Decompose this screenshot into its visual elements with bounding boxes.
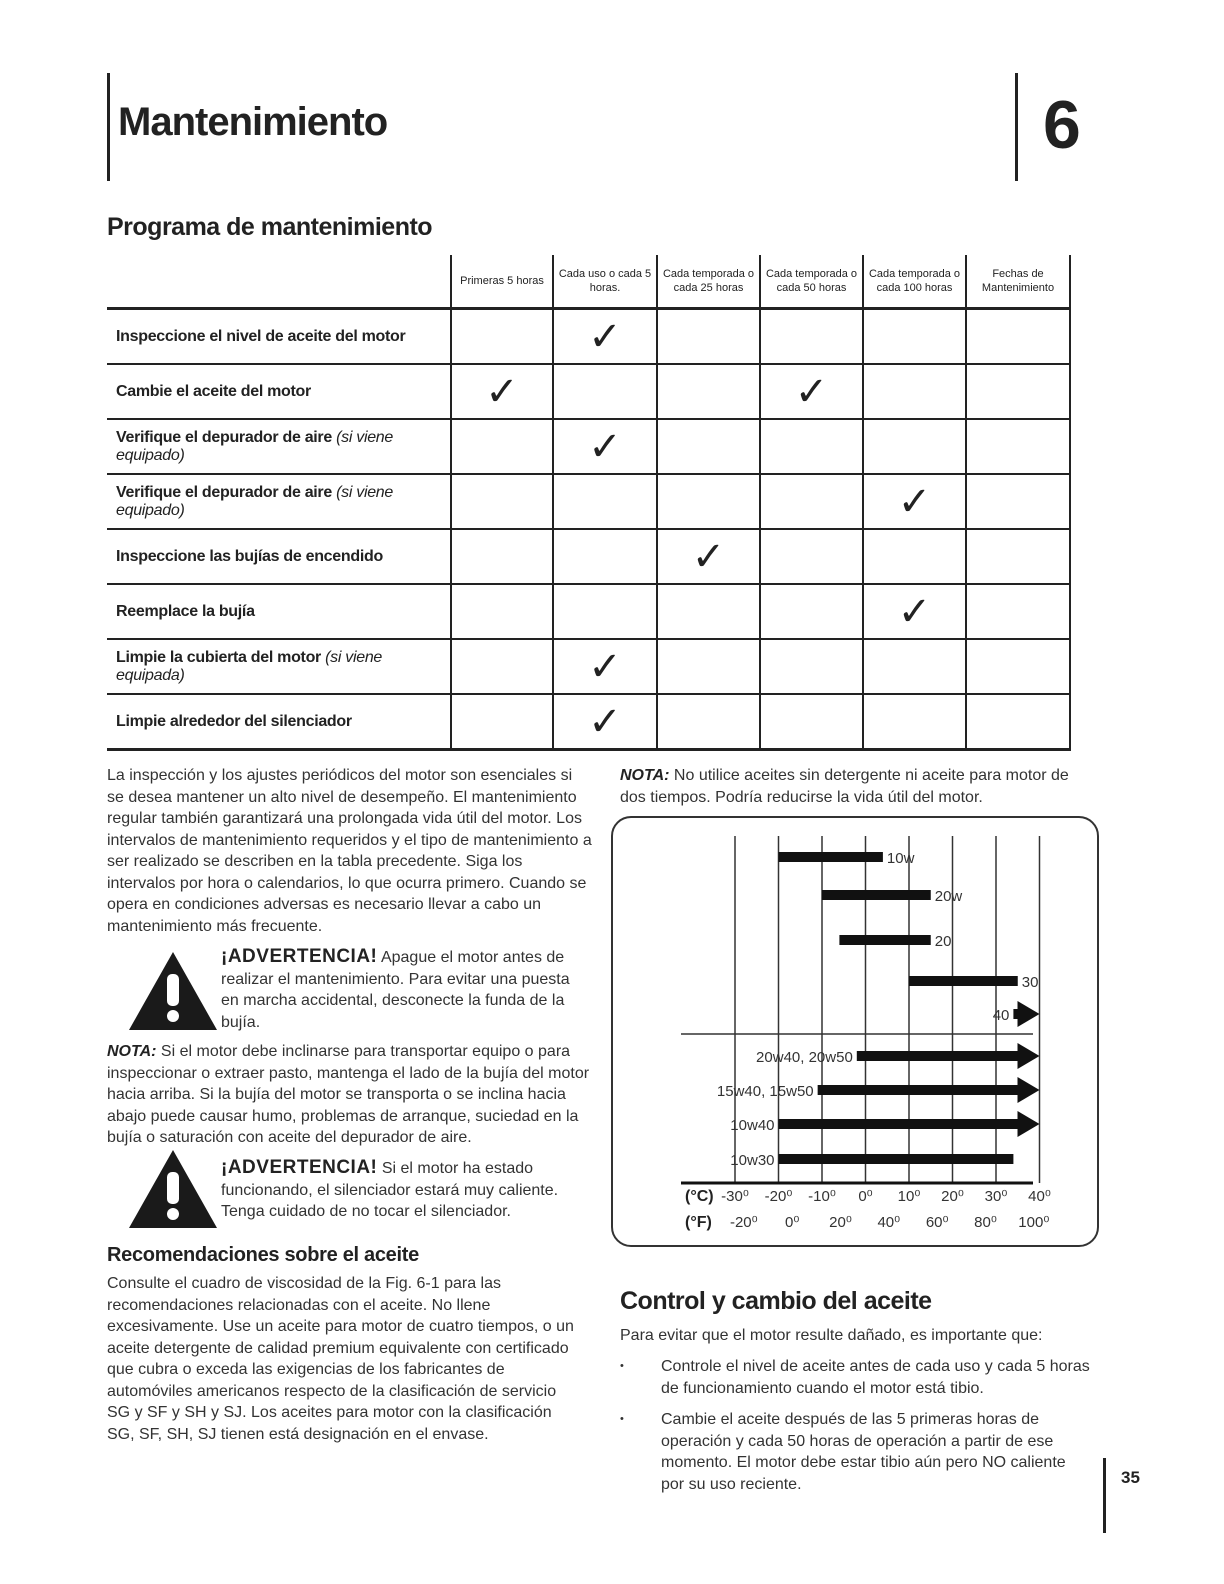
schedule-cell [760,364,863,419]
table-header-cell: Fechas de Mantenimiento [966,255,1070,309]
nota-2-label: NOTA: [620,767,670,784]
series-label: 10w40 [730,1117,775,1134]
tick-label-c: 30⁰ [984,1188,1008,1205]
oil-control-intro: Para evitar que el motor resulte dañado, es importante que: [620,1327,1043,1344]
task-label: Verifique el depurador de aire [116,428,332,446]
task-cell [107,364,451,419]
oil-control-heading: Control y cambio del aceite [620,1287,932,1315]
table-header-cell: Cada temporada o cada 25 horas [657,255,760,309]
table-row [107,639,1070,694]
oil-viscosity-chart-frame [611,816,1099,1247]
arrow-right-icon [1018,1077,1040,1103]
warning-1-label: ¡ADVERTENCIA! [221,946,378,967]
axis-unit-label-f: (°F) [685,1214,712,1231]
schedule-cell [760,639,863,694]
task-label: Inspeccione el nivel de aceite del motor [116,327,406,345]
schedule-cell [553,529,657,584]
oil-recommendations-heading: Recomendaciones sobre el aceite [107,1244,419,1266]
page-title: Mantenimiento [118,100,388,144]
task-cell [107,694,451,750]
checkmark-icon: ✓ [588,698,622,745]
checkmark-icon: ✓ [691,533,726,580]
tick-label-c: 0⁰ [858,1188,873,1205]
schedule-cell [451,419,553,474]
tick-label-c: 20⁰ [941,1188,964,1205]
task-label: Verifique el depurador de aire [116,483,332,501]
nota-1-label: NOTA: [107,1043,157,1060]
header-rule-right [1015,73,1018,181]
task-cell [107,639,451,694]
arrow-right-icon [1018,1043,1040,1069]
series-label: 10w30 [730,1152,775,1169]
table-header-cell: Cada uso o cada 5 horas. [553,255,657,309]
axis-unit-label-c: (°C) [685,1188,714,1205]
schedule-cell [657,474,760,529]
schedule-cell [863,309,966,365]
series-label: 20w40, 20w50 [756,1049,853,1066]
series-label: 30 [1021,974,1039,991]
list-item: • Cambie el aceite después de las 5 primeras horas de operación y cada 50 horas de operación a partir de ese momento. El motor debe estar tibio aún pero NO caliente por su uso reciente. [620,1409,1090,1495]
page-number: 35 [1121,1468,1140,1487]
schedule-cell [657,694,760,750]
schedule-cell [553,364,657,419]
tick-label-c: 10⁰ [897,1188,921,1205]
viscosity-bar [818,1085,1018,1095]
arrow-right-icon [1018,1111,1040,1137]
warning-2-text: Si el motor ha estado funcionando, el silenciador estará muy caliente. Tenga cuidado de no tocar el silenciador. [221,1160,559,1220]
schedule-cell [863,694,966,750]
viscosity-bar [909,976,1018,986]
series-label: 15w40, 15w50 [716,1083,814,1100]
series-label: 20 [934,933,952,950]
tick-label-f: 60⁰ [925,1214,949,1231]
schedule-cell [863,639,966,694]
tick-label-c: -10⁰ [808,1188,836,1205]
table-row [107,364,1070,419]
checkmark-icon: ✓ [794,368,829,415]
checkmark-icon: ✓ [588,643,622,690]
tick-label-f: 80⁰ [974,1214,997,1231]
warning-triangle-icon [127,1148,219,1230]
schedule-cell [760,419,863,474]
nota-1-text: Si el motor debe inclinarse para transportar equipo o para inspeccionar o extraer pasto, mantenga el lado de la bujía del motor hacia arriba. Si la bujía del motor se transporta o se inclina hacia abajo puede causar humo, problemas de arranque, suciedad en la bujía o saturación con aceite del depurador de aire. [107,1043,590,1146]
schedule-cell [451,309,553,365]
schedule-cell [863,419,966,474]
warning-2-label: ¡ADVERTENCIA! [221,1157,378,1178]
schedule-cell [553,639,657,694]
viscosity-bar [1013,1009,1017,1019]
schedule-cell [966,474,1070,529]
intro-paragraph: La inspección y los ajustes periódicos del motor son esenciales si se desea mantener un alto nivel de desempeño. El mantenimiento regular también garantizará una prolongada vida útil del motor. Los intervalos de mantenimiento requeridos y el tipo de mantenimiento a ser realizado se describen en la tabla precedente. Siga los intervalos por hora o calendarios, lo que ocurra primero. Cuando se opera en condiciones adversas es necesario llevar a cabo un mantenimiento más frecuente. [107,767,592,935]
schedule-cell [553,309,657,365]
checkmark-icon: ✓ [588,423,622,470]
arrow-right-icon [1018,1001,1040,1027]
series-label: 10w [886,850,915,867]
tick-label-c: -30⁰ [721,1188,749,1205]
tick-label-f: 20⁰ [829,1214,852,1231]
schedule-cell [657,364,760,419]
list-item: • Controle el nivel de aceite antes de cada uso y cada 5 horas de funcionamiento cuando el motor está tibio. [620,1356,1090,1399]
table-header-cell: Cada temporada o cada 100 horas [863,255,966,309]
maintenance-schedule-table [107,255,1071,751]
viscosity-bar [839,935,930,945]
warning-1-text: Apague el motor antes de realizar el mantenimiento. Para evitar una puesta en marcha accidental, desconecte la funda de la bujía. [221,949,570,1031]
task-cell [107,419,451,474]
schedule-cell [966,364,1070,419]
table-row [107,474,1070,529]
schedule-cell [863,529,966,584]
task-cell [107,474,451,529]
schedule-cell [451,474,553,529]
schedule-cell [966,419,1070,474]
viscosity-bar [779,1119,1018,1129]
table-row [107,309,1070,365]
schedule-cell [760,584,863,639]
oil-control-list [620,1356,1090,1505]
schedule-cell [451,639,553,694]
task-note: (si viene equipado) [116,428,394,464]
schedule-cell [863,364,966,419]
task-label: Cambie el aceite del motor [116,382,311,400]
warning-triangle-icon [127,950,219,1032]
schedule-cell [451,364,553,419]
schedule-cell [553,584,657,639]
checkmark-icon: ✓ [897,478,932,525]
tick-label-f: -20⁰ [729,1214,758,1231]
tick-label-f: 40⁰ [877,1214,901,1231]
warning-2 [221,1157,591,1223]
checkmark-icon: ✓ [485,368,519,415]
viscosity-bar [779,1154,1014,1164]
schedule-cell [657,584,760,639]
schedule-cell [863,584,966,639]
page-number-rule [1103,1458,1106,1533]
schedule-cell [451,584,553,639]
table-header-cell: Primeras 5 horas [451,255,553,309]
task-cell [107,584,451,639]
nota-2-text: No utilice aceites sin detergente ni aceite para motor de dos tiempos. Podría reducirse la vida útil del motor. [620,767,1069,806]
task-cell [107,309,451,365]
schedule-cell [966,694,1070,750]
viscosity-bar [822,890,931,900]
viscosity-bar [857,1051,1018,1061]
tick-label-c: 40⁰ [1028,1188,1051,1205]
oil-viscosity-chart [613,818,1097,1245]
task-note: (si viene equipado) [116,483,394,519]
task-label: Limpie alrededor del silenciador [116,712,352,730]
task-label: Reemplace la bujía [116,602,255,620]
table-row [107,529,1070,584]
series-label: 20w [934,888,963,905]
series-label: 40 [992,1007,1010,1024]
nota-1 [107,1041,593,1149]
table-row [107,694,1070,750]
schedule-cell [966,639,1070,694]
task-label: Inspeccione las bujías de encendido [116,547,383,565]
schedule-cell [863,474,966,529]
tick-label-f: 0⁰ [784,1214,800,1231]
tick-label-c: -20⁰ [764,1188,793,1205]
schedule-cell [760,694,863,750]
schedule-cell [657,419,760,474]
schedule-cell [451,529,553,584]
header-rule-left [107,73,110,181]
task-cell [107,529,451,584]
schedule-cell [553,474,657,529]
schedule-cell [553,694,657,750]
tick-label-f: 100⁰ [1018,1214,1050,1231]
task-note: (si viene equipada) [116,648,383,684]
schedule-cell [966,529,1070,584]
schedule-cell [760,309,863,365]
checkmark-icon: ✓ [588,313,622,360]
schedule-cell [657,639,760,694]
table-row [107,419,1070,474]
schedule-cell [760,474,863,529]
schedule-cell [657,529,760,584]
schedule-cell [657,309,760,365]
schedule-heading: Programa de mantenimiento [107,213,433,241]
schedule-cell [966,309,1070,365]
schedule-cell [451,694,553,750]
chapter-number: 6 [1043,87,1081,163]
schedule-cell [760,529,863,584]
oil-recommendations-text: Consulte el cuadro de viscosidad de la Fig. 6-1 para las recomendaciones relacionadas con el aceite. No llene excesivamente. Use un aceite para motor de cuatro tiempos, o un aceite detergente de calidad premium equivalente con certificado que cubra o exceda las exigencias de los fabricantes de automóviles americanos respecto de la clasificación de servicio SG y SF y SH y SJ. Los aceites para motor con la clasificación SG, SF, SH, SJ tienen está designación en el envase. [107,1275,574,1443]
table-row [107,584,1070,639]
table-header-blank [107,255,451,309]
checkmark-icon: ✓ [897,588,932,635]
task-label: Limpie la cubierta del motor [116,648,321,666]
table-header-row [107,255,1070,309]
table-header-cell: Cada temporada o cada 50 horas [760,255,863,309]
viscosity-bar [779,852,883,862]
warning-1 [221,946,591,1033]
nota-2 [620,765,1095,808]
schedule-cell [553,419,657,474]
schedule-cell [966,584,1070,639]
